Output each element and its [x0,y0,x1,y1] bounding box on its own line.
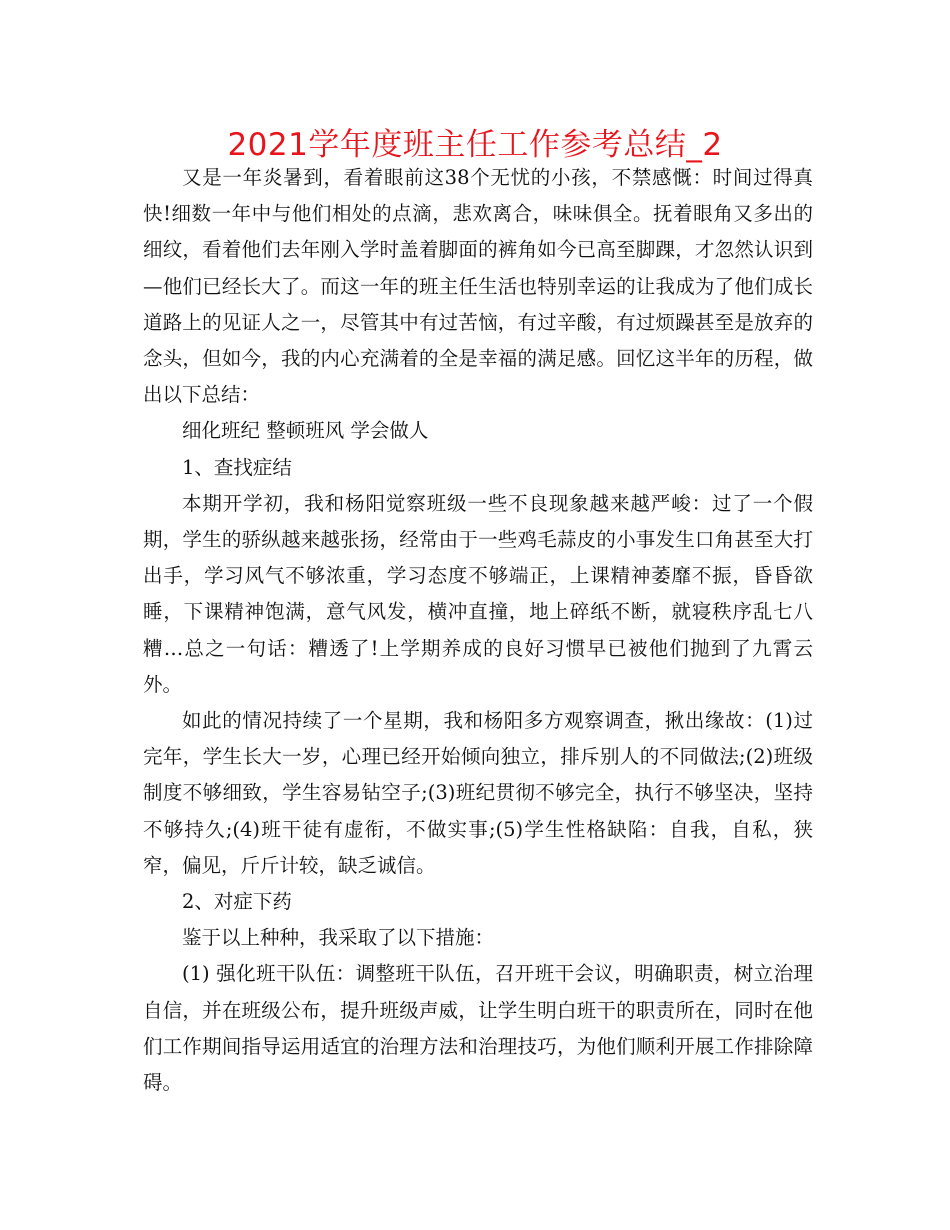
section-heading: 细化班纪 整顿班风 学会做人 [182,419,429,443]
subsection-heading-2: 2、对症下药 [182,890,292,914]
intro-paragraph: 又是一年炎暑到，看着眼前这38个无忧的小孩，不禁感慨：时间过得真快!细数一年中与他们相处的点滴，悲欢离合，味味俱全。抚着眼角又多出的细纹，看着他们去年刚入学时盖着脚面的裤角如今已高至脚踝，才忽然认识到—他们已经长大了。而这一年的班主任生活也特别幸运的让我成为了他们成长道路上的见证人之一，尽管其中有过苦恼，有过辛酸，有过烦躁甚至是放弃的念头，但如今，我的内心充满着的全是幸福的满足感。回忆这半年的历程，做出以下总结： [143,166,813,407]
problem-paragraph: 本期开学初，我和杨阳觉察班级一些不良现象越来越严峻：过了一个假期，学生的骄纵越来越张扬，经常由于一些鸡毛蒜皮的小事发生口角甚至大打出手，学习风气不够浓重，学习态度不够端正，上课精神萎靡不振，昏昏欲睡，下课精神饱满，意气风发，横冲直撞，地上碎纸不断，就寝秩序乱七八糟…总之一句话：糟透了!上学期养成的良好习惯早已被他们抛到了九霄云外。 [143,491,813,696]
subsection-heading-1: 1、查找症结 [182,455,292,479]
measures-intro-paragraph: 鉴于以上种种，我采取了以下措施： [182,926,495,950]
document-body [143,160,813,1101]
measure-1-paragraph: (1) 强化班干队伍：调整班干队伍，召开班干会议，明确职责，树立治理自信，并在班级公布，提升班级声威，让学生明白班干的职责所在，同时在他们工作期间指导运用适宜的治理方法和治理技巧，为他们顺利开展工作排除障碍。 [143,962,813,1095]
document-title: 2021学年度班主任工作参考总结_2 [227,127,723,163]
causes-paragraph: 如此的情况持续了一个星期，我和杨阳多方观察调查，揪出缘故：(1)过完年，学生长大一岁，心理已经开始倾向独立，排斥别人的不同做法;(2)班级制度不够细致，学生容易钻空子;(3)班纪贯彻不够完全，执行不够坚决，坚持不够持久;(4)班干徒有虚衔，不做实事;(5)学生性格缺陷：自我，自私，狭窄，偏见，斤斤计较，缺乏诚信。 [143,709,813,877]
